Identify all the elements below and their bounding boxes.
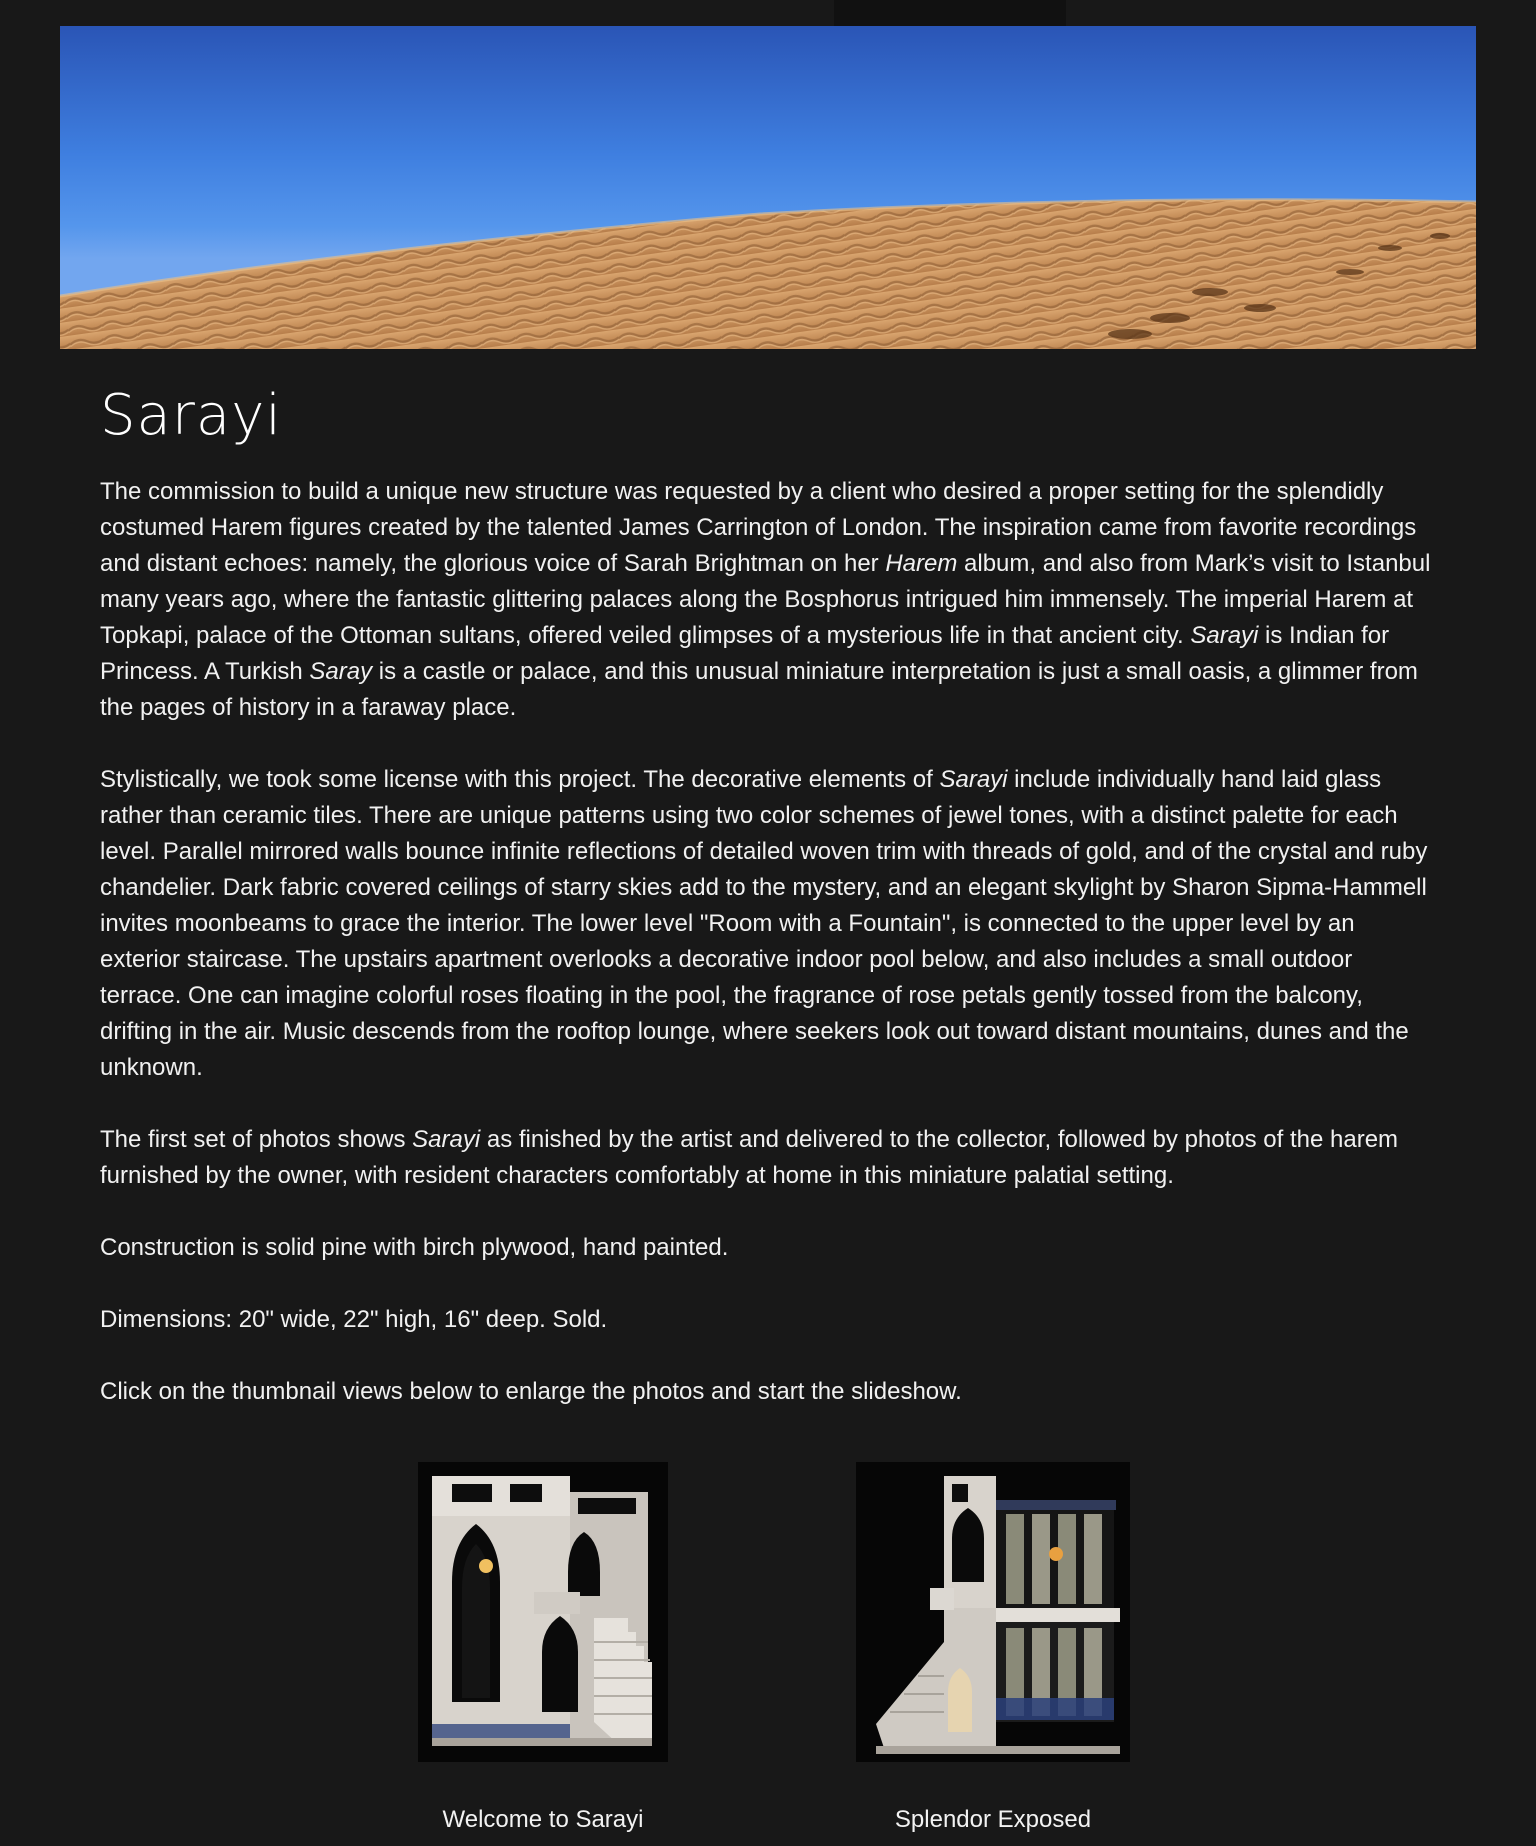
palace-model-open-illustration <box>856 1462 1130 1762</box>
text-span: is Indian for Princess. A Turkish <box>100 622 1390 685</box>
header-banner-image <box>60 26 1476 349</box>
italic-text: Saray <box>309 658 373 685</box>
intro-paragraph <box>100 474 1436 726</box>
top-nav-tab[interactable] <box>834 0 1066 26</box>
text-span: include individually hand laid glass rather than ceramic tiles. There are unique patterns using two color schemes of jewel tones, with a distinct palette for each level. Parallel mirrored walls bounce infinite reflections of detailed woven trim with threads of gold, and of the crystal and ruby chandelier. Dark fabric covered ceilings of starry skies add to the mystery, and an elegant skylight by Sharon Sipma-Hammell invites moonbeams to grace the interior. The lower level "Room with a Fountain", is connected to the upper level by an exterior staircase. The upstairs apartment overlooks a decorative indoor pool below, and also includes a small outdoor terrace. One can imagine colorful roses floating in the pool, the fragrance of rose petals gently tossed from the balcony, drifting in the air. Music descends from the rooftop lounge, where seekers look out toward distant mountains, dunes and the unknown. <box>100 766 1428 1081</box>
italic-text: Harem <box>885 550 958 577</box>
thumbnail-caption[interactable]: Splendor Exposed <box>894 1806 1092 1833</box>
photos-paragraph <box>100 1122 1436 1194</box>
thumbnail-splendor[interactable] <box>856 1462 1130 1833</box>
palace-model-front-illustration <box>418 1462 668 1762</box>
text-span: Stylistically, we took some license with this project. The decorative elements of <box>100 766 940 793</box>
instructions-paragraph: Click on the thumbnail views below to enlarge the photos and start the slideshow. <box>100 1378 962 1405</box>
text-span: as finished by the artist and delivered to the collector, followed by photos of the harem furnished by the owner, with resident characters comfortably at home in this miniature palatial setting. <box>100 1126 1399 1189</box>
construction-paragraph: Construction is solid pine with birch plywood, hand painted. <box>100 1234 729 1261</box>
italic-text: Sarayi <box>412 1126 481 1153</box>
style-paragraph <box>100 762 1436 1086</box>
page-title: Sarayi <box>100 383 282 448</box>
text-span: The commission to build a unique new structure was requested by a client who desired a proper setting for the splendidly costumed Harem figures created by the talented James Carrington of London. The inspiration came from favorite recordings and distant echoes: namely, the glorious voice of Sarah Brightman on her <box>100 478 1417 577</box>
thumbnail-caption[interactable]: Welcome to Sarayi <box>442 1806 644 1833</box>
main-content <box>100 378 1436 1446</box>
text-span: is a castle or palace, and this unusual miniature interpretation is just a small oasis, a glimmer from the pages of history in a faraway place. <box>100 658 1418 721</box>
italic-text: Sarayi <box>1190 622 1259 649</box>
text-span: album, and also from Mark’s visit to Istanbul many years ago, where the fantastic glittering palaces along the Bosphorus intrigued him immensely. The imperial Harem at Topkapi, palace of the Ottoman sultans, offered veiled glimpses of a mysterious life in that ancient city. <box>100 550 1431 649</box>
italic-text: Sarayi <box>939 766 1008 793</box>
thumbnail-image[interactable] <box>856 1462 1130 1762</box>
thumbnail-gallery <box>0 1462 1536 1846</box>
thumbnail-welcome[interactable] <box>418 1462 668 1833</box>
desert-dunes-illustration <box>60 26 1476 349</box>
thumbnail-image[interactable] <box>418 1462 668 1762</box>
dimensions-paragraph: Dimensions: 20" wide, 22" high, 16" deep. Sold. <box>100 1306 608 1333</box>
text-span: The first set of photos shows <box>100 1126 413 1153</box>
